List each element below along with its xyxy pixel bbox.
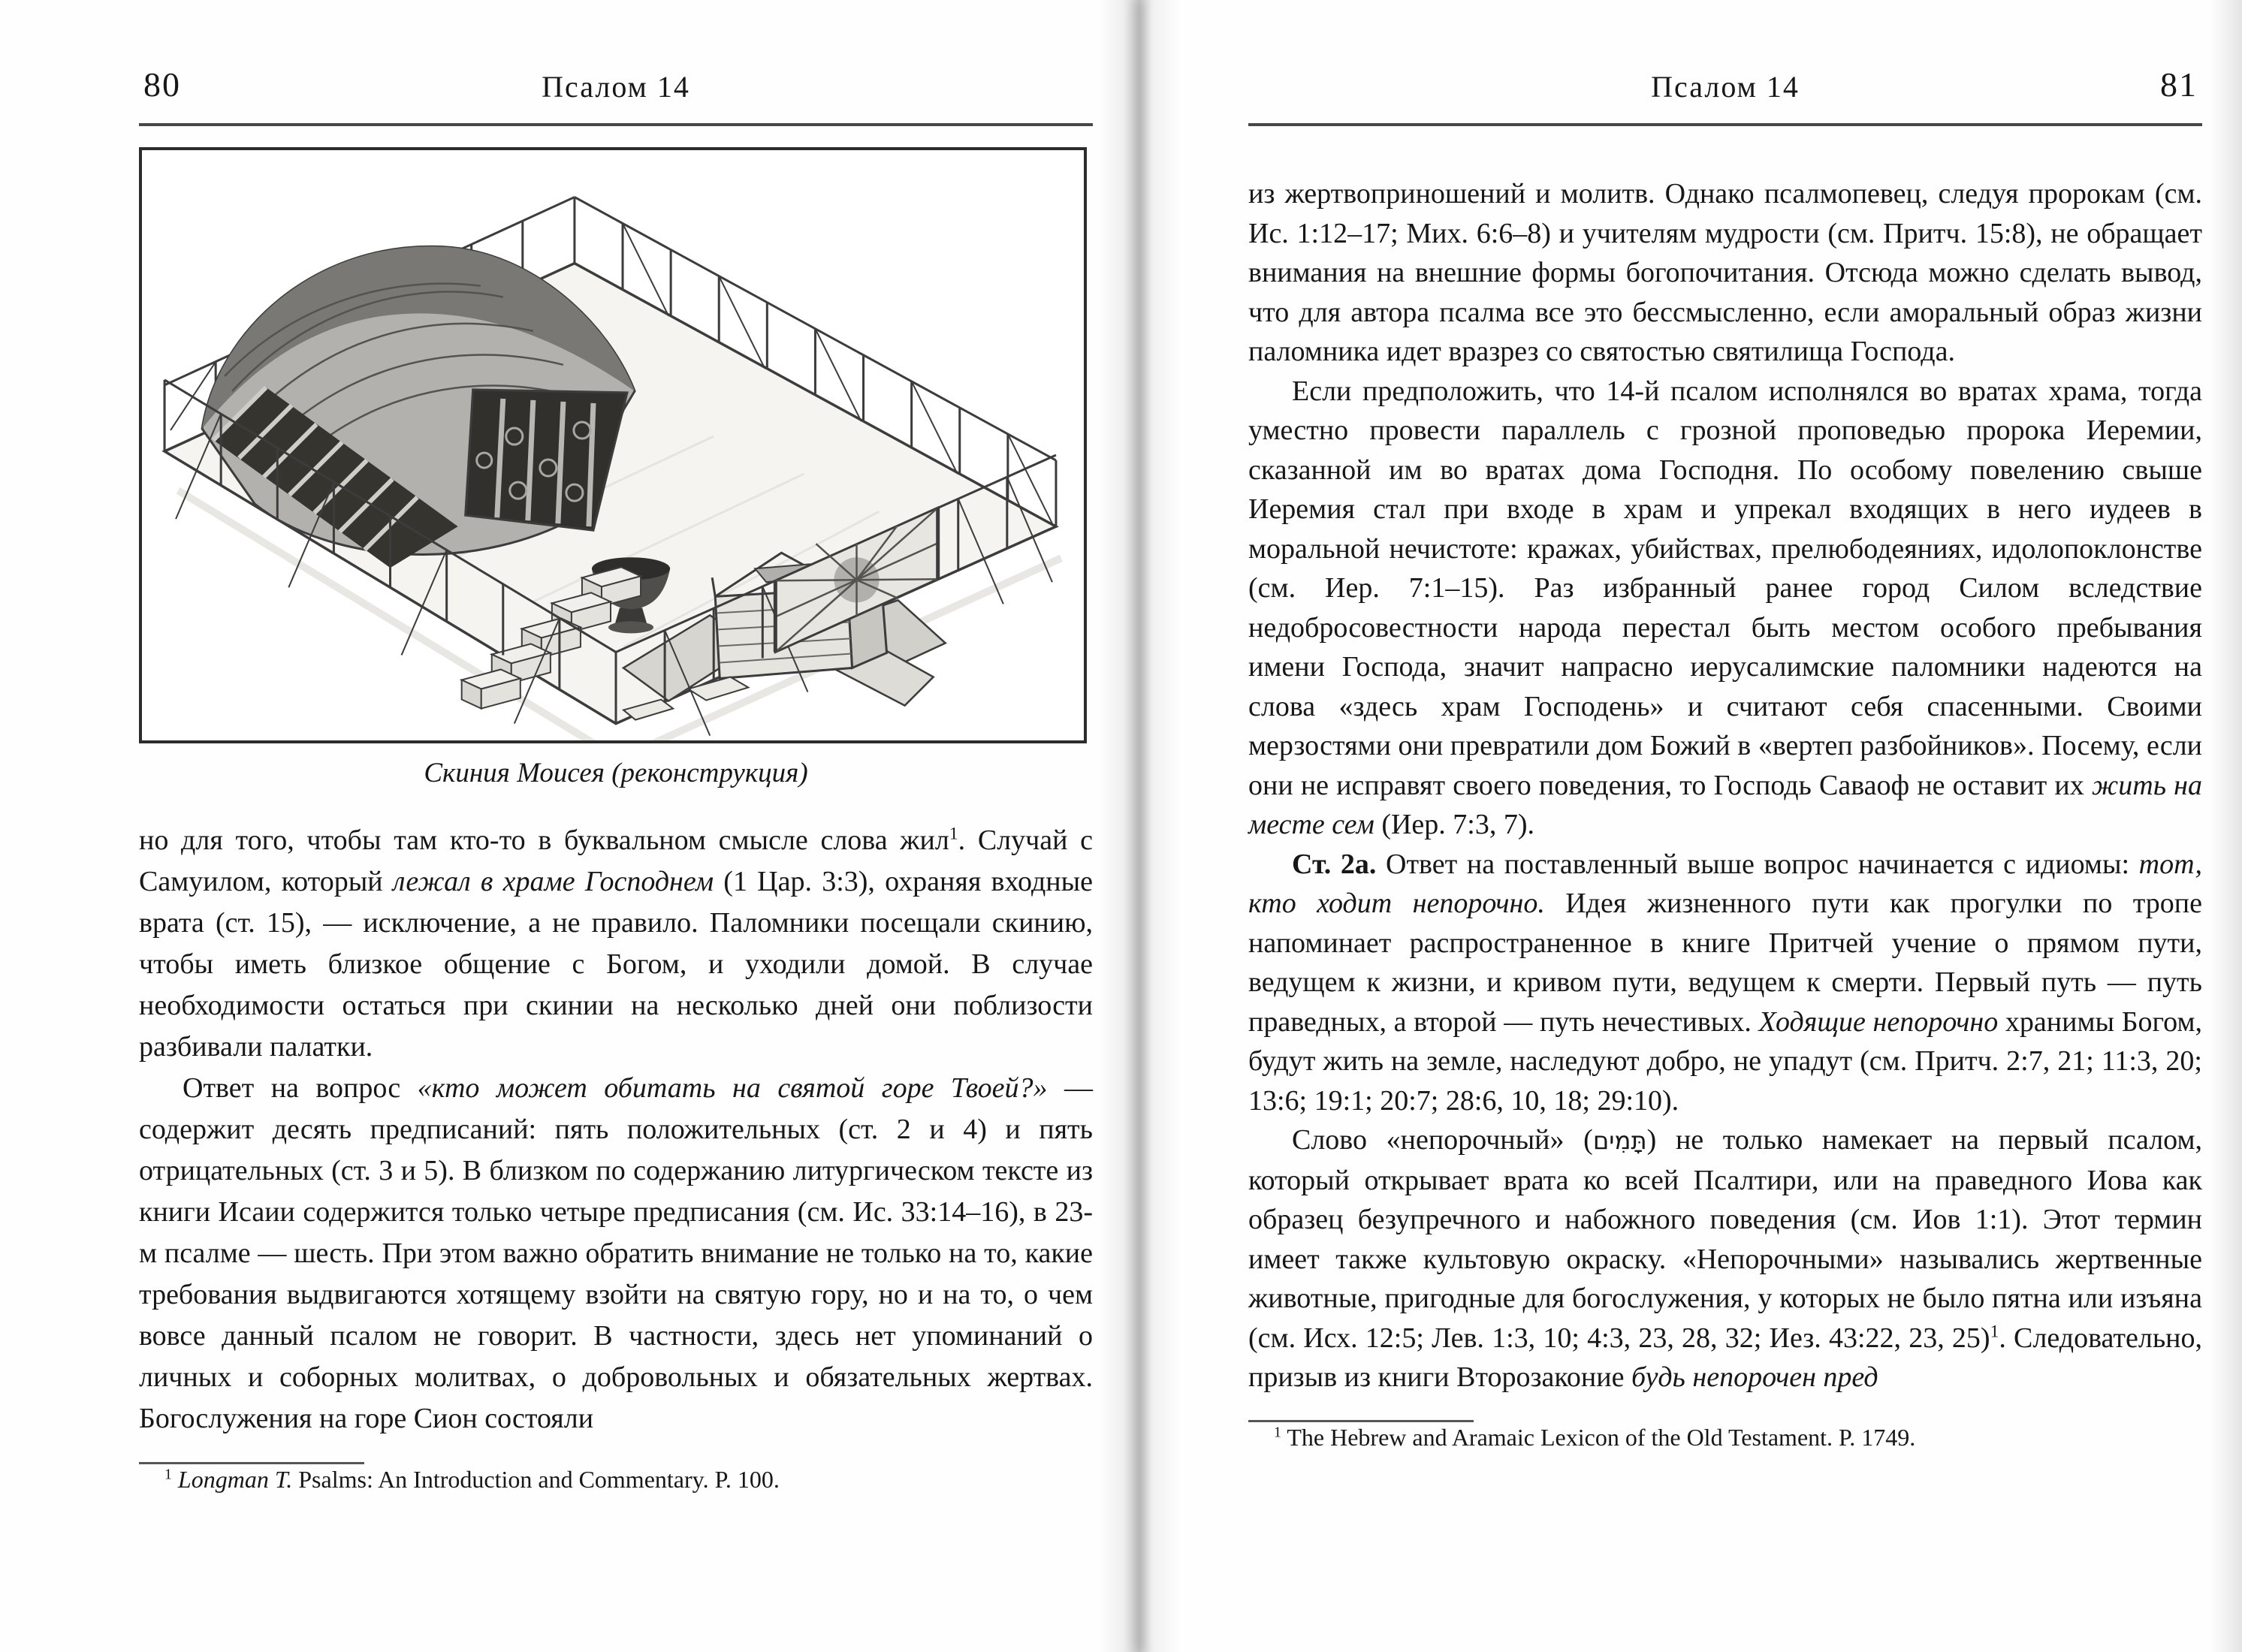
right-page-text <box>1248 174 2202 1452</box>
page-number-left: 80 <box>143 65 181 104</box>
body-paragraph: Слово «непорочный» (תָּמִים) не только намекает на первый псалом, который открывает врата ко всей Псалтири, или на праведного Иова как образец безупречного и набожного поведения (см. Иов 1:1). Этот термин имеет также культовую окраску. «Непорочными» назывались жертвенные животные, пригодные для богослужения, у которых не было пятна или изъяна (см. Исх. 12:5; Лев. 1:3, 10; 4:3, 23, 28, 32; Иез. 43:22, 23, 25)$^1$. Следовательно, призыв из книги Второзаконие будь непорочен пред <box>1248 1124 2203 1393</box>
body-paragraph: Если предположить, что 14-й псалом исполнялся во вратах храма, тогда уместно провести параллель с грозной проповедью пророка Иеремии, сказанной им во вратах дома Господня. По особому повелению свыше Иеремия стал при входе в храм и упрекал входящих в него иудеев в моральной нечистоте: кражах, убийствах, прелюбодеяниях, идолопоклонстве (см. Иер. 7:1–15). Раз избранный ранее город Силом вследствие недобросовестности народа перестал быть местом особого пребывания имени Господа, значит напрасно иерусалимские паломники надеются на слова «здесь храм Господень» и считают себя спасенными. Своими мерзостями они превратили дом Божий в «вертеп разбойников». Посему, если они не исправят своего поведения, то Господь Саваоф не оставит их жить на месте сем (Иер. 7:3, 7). <box>1248 375 2202 840</box>
left-page-text <box>139 820 1093 1494</box>
header-rule-right <box>1248 123 2202 126</box>
footnote-right: $^1$ The Hebrew and Aramaic Lexicon of the Old Testament. P. 1749. <box>1274 1423 1916 1451</box>
page-number-right: 81 <box>2160 65 2198 104</box>
page-edge-shadow <box>2210 0 2242 1652</box>
body-paragraph: Ст. 2а. Ответ на поставленный выше вопрос начинается с идиомы: тот, кто ходит непорочно. Идея жизненного пути как прогулки по тропе напоминает распространенное в книге Притчей учение о прямом пути, ведущем к жизни, и кривом пути, ведущем к смерти. Первый путь — путь праведных, а второй — путь нечестивых. Ходящие непорочно хранимы Богом, будут жить на земле, наследуют добро, не упадут (см. Притч. 2:7, 21; 11:3, 20; 13:6; 19:1; 20:7; 28:6, 10, 18; 29:10). <box>1248 848 2202 1117</box>
book-gutter-core-shadow <box>1136 0 1143 1652</box>
left-page <box>139 0 1093 1652</box>
body-paragraph: Ответ на вопрос «кто может обитать на святой горе Твоей?» — содержит десять предписаний: пять положительных (ст. 2 и 4) и пять отрицательных (ст. 3 и 5). В близком по содержанию литургическом тексте из книги Исаии содержится только четыре предписания (см. Ис. 33:14–16), в 23-м псалме — шесть. При этом важно обратить внимание не только на то, какие требования выдвигаются хотящему взойти на святую гору, но и на то, о чем вовсе данный псалом не говорит. В частности, здесь нет упоминаний о личных и соборных молитвах, о добровольных и обязательных жертвах. Богослужения на горе Сион состояли <box>139 1072 1093 1434</box>
body-paragraph: из жертвоприношений и молитв. Однако псалмопевец, следуя пророкам (см. Ис. 1:12–17; Мих. 6:6–8) и учителям мудрости (см. Притч. 15:8), не обращает внимания на внешние формы богопочитания. Отсюда можно сделать вывод, что для автора псалма все это бессмысленно, если аморальный образ жизни паломника идет вразрез со святостью святилища Господа. <box>1248 178 2202 367</box>
tabernacle-illustration-frame <box>139 147 1087 743</box>
book-gutter-shadow <box>1098 0 1181 1652</box>
running-title-left: Псалом 14 <box>542 70 690 104</box>
running-title-right: Псалом 14 <box>1651 70 1800 104</box>
header-rule-left <box>139 123 1093 126</box>
footnote-left: $^1$ Longman T. Psalms: An Introduction and Commentary. P. 100. <box>164 1466 780 1493</box>
right-page <box>1248 0 2202 1652</box>
tabernacle-drawing <box>142 150 1084 740</box>
illustration-caption: Скиния Моисея (реконструкция) <box>424 758 808 788</box>
body-paragraph: но для того, чтобы там кто-то в буквальном смысле слова жил$^1$. Случай с Самуилом, который лежал в храме Господнем (1 Цар. 3:3), охраняя входные врата (ст. 15), — исключение, а не правило. Паломники посещали скинию, чтобы иметь близкое общение с Богом, и уходили домой. В случае необходимости остаться при скинии на несколько дней они поблизости разбивали палатки. <box>139 824 1094 1063</box>
